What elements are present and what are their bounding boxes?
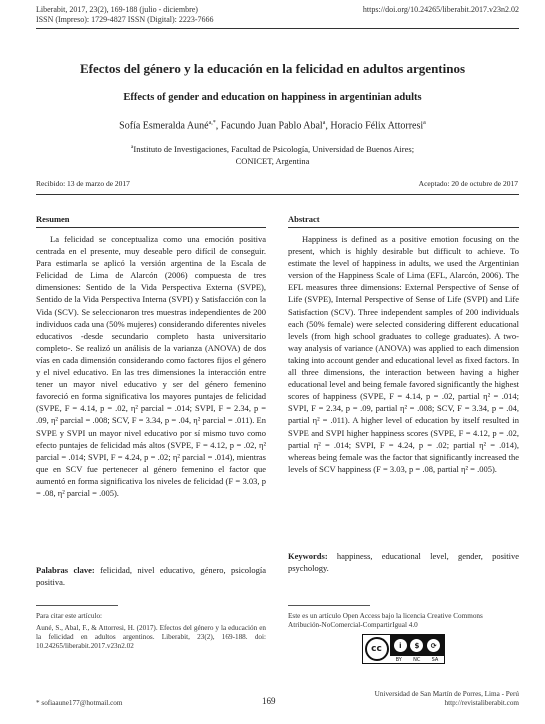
- publisher: Universidad de San Martín de Porres, Lima - Perú: [374, 690, 519, 698]
- keywords-label: Keywords:: [288, 551, 328, 561]
- badge-label-by: BY: [395, 656, 402, 663]
- header-rule: [36, 28, 519, 29]
- abstract-heading-rule: [288, 227, 519, 228]
- author-email[interactable]: * sofiaaune177@hotmail.com: [36, 699, 123, 707]
- accepted-date: Aceptado: 20 de octubre de 2017: [418, 179, 518, 188]
- doi-link[interactable]: https://doi.org/10.24265/liberabit.2017.v23n2.02: [362, 5, 519, 14]
- resumen-text: La felicidad se conceptualiza como una emoción positiva centrada en el presente, muy deseable pero difícil de conseguir. Para estimarla se aplicó la versión argentina de la Escala de Felicidad de Lima de Alarcón (2006) compuesta de tres dimensiones: Sentido de la Vida Perspectiva Externa (SVPE), Sentido de la Vida Perspectiva Interna (SVPI) y Satisfacción con la Vida (SCV). Se seleccionaron tres muestras independientes de 200 individuos cada una (50% mujeres) considerando diferentes niveles educativos -desde secundario completo hasta universitario completo-. Se realizó un análisis de la varianza (ANOVA) de dos vías en cada dimensión considerando como factores fijos el género y el nivel educativo. En las tres dimensiones la interacción entre tener un mayor nivel educativo y ser del género femenino favoreció en forma significativa los mayores puntajes de felicidad (SVPE, F = 4.14, p = .02, η² parcial = .014; SVPI, F = 2.34, p = .09, η² parcial = .008; SCV, F = 3.34, p = .04, η² parcial = .011). En SVPE y SVPI un mayor nivel educativo por sí mismo tuvo como efecto puntajes de felicidad más altos (SVPE, F = 4.12, p = .02, η² parcial = .014; SVPI, F = 4.24, p = .02; η² parcial = .014), mientras que en SCV fue pertenecer al género femenino el factor que aumentó en forma significativa los niveles de felicidad (F = 3.03, p = .08, η² parcial = .005).: [36, 234, 266, 498]
- license-rule: [288, 605, 370, 606]
- palabras-clave-label: Palabras clave:: [36, 565, 95, 575]
- affiliation-sup: a: [130, 144, 134, 150]
- palabras-clave-text: felicidad, nivel educativo, género, psicología positiva.: [36, 565, 266, 588]
- abstract-heading: Abstract: [288, 214, 320, 224]
- affiliation-line-2: CONICET, Argentina: [235, 155, 310, 166]
- keywords: [288, 550, 519, 574]
- cc-license-badge[interactable]: [362, 634, 445, 664]
- badge-label-nc: NC: [413, 656, 421, 663]
- author-1: Sofía Esmeralda Auné: [119, 120, 209, 132]
- noncommercial-icon: $: [410, 639, 423, 652]
- dates-rule: [36, 194, 519, 195]
- cc-icon: cc: [365, 637, 389, 661]
- badge-label-sa: SA: [431, 656, 439, 663]
- received-date: Recibido: 13 de marzo de 2017: [36, 179, 130, 188]
- palabras-clave: [36, 564, 266, 588]
- author-3-sup: a: [423, 120, 426, 126]
- issn-line: ISSN (Impreso): 1729-4827 ISSN (Digital): 2223-7666: [36, 15, 214, 24]
- author-1-sup: a,*: [208, 120, 216, 126]
- author-2: , Facundo Juan Pablo Abal: [215, 120, 323, 132]
- journal-citation-line: Liberabit, 2017, 23(2), 169-188 (julio - diciembre): [36, 5, 198, 14]
- article-subtitle: Effects of gender and education on happiness in argentinian adults: [123, 92, 422, 103]
- cite-label: Para citar este artículo:: [36, 612, 103, 620]
- affiliation: [60, 141, 485, 167]
- resumen-body: [36, 233, 266, 499]
- attribution-icon: i: [394, 639, 407, 652]
- cite-text: Auné, S., Abal, F., & Attorresi, H. (2017). Efectos del género y la educación en la felicidad en adultos argentinos. Liberabit, 23(2), 169-188. doi: 10.24265/liberabit.2017.v23n2.02: [36, 624, 266, 650]
- abstract-text: Happiness is defined as a positive emotion focusing on the present, which is highly desirable but difficult to achieve. To estimate the level of happiness in adults, we used the Argentinian version of the Happiness Scale of Lima (EFL, Alarcón, 2006). The EFL measures three dimensions: External Perspective of Sense of Life (SVPE), Internal Perspective of Sense of Life (SVPI) and Life Satisfaction (SCV). Three independent samples of 200 individuals each (50% female) were selected considering different educational levels (from high school graduates to college graduates). A two-way analysis of variance (ANOVA) was applied to each dimension taking into account gender and educational level as fixed factors. In all three dimensions, the interaction between having a higher educational level and being female favored significantly the highest scores of happiness (SVPE, F = 4.14, p = .02, partial η² = .014; SVPI, F = 2.34, p = .09, partial η² = .008; SCV, F = 3.34, p = .04, partial η² = .011). A higher level of education by itself resulted in SVPE and SVPI higher happiness scores (SVPE, F = 4.12, p = .02, partial η² = .014; SVPI, F = 4.24, p = .02; partial η² = .014), whereas being female was the factor that significantly increased the levels of SCV happiness (F = 3.03, p = .08, partial η² = .005).: [288, 234, 519, 474]
- cite-rule: [36, 605, 118, 606]
- abstract-body: [288, 233, 519, 475]
- article-title: Efectos del género y la educación en la felicidad en adultos argentinos: [79, 61, 466, 76]
- page-number: 169: [262, 696, 276, 706]
- license-line-1: Este es un artículo Open Access bajo la licencia Creative Commons: [288, 612, 483, 620]
- sharealike-icon: ⟳: [427, 639, 440, 652]
- journal-website[interactable]: http://revistaliberabit.com: [444, 699, 519, 707]
- resumen-heading: Resumen: [36, 214, 70, 224]
- author-2-sup: a: [322, 120, 326, 126]
- affiliation-line-1: Instituto de Investigaciones, Facultad de Psicología, Universidad de Buenos Aires;: [133, 143, 415, 154]
- license-line-2: Atribución-NoComercial-CompartirIgual 4.0: [288, 621, 418, 629]
- author-list: [20, 120, 525, 131]
- author-3: , Horacio Félix Attorresi: [325, 120, 424, 132]
- keywords-text: happiness, educational level, gender, positive psychology.: [288, 551, 519, 574]
- resumen-heading-rule: [36, 227, 266, 228]
